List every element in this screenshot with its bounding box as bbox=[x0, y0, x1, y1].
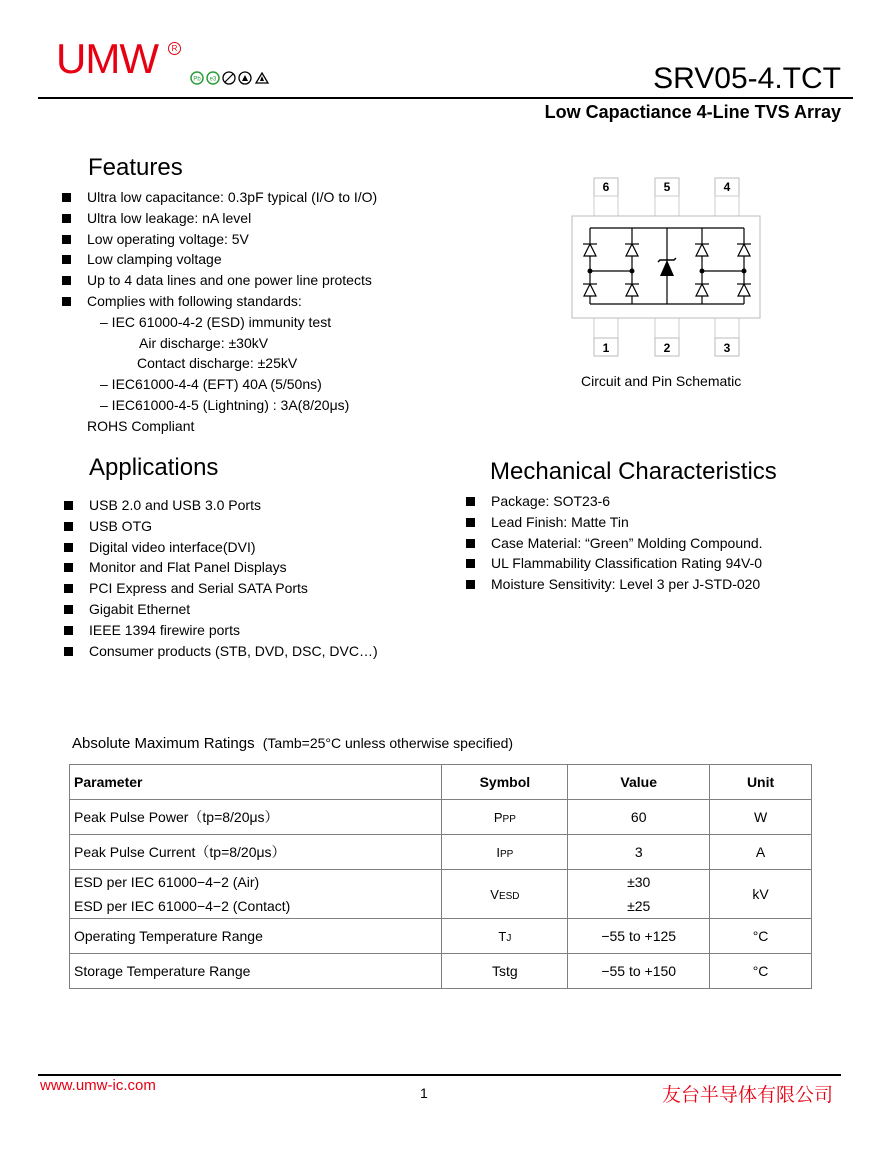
table-row bbox=[70, 835, 812, 870]
mechanical-list bbox=[466, 491, 763, 595]
table-header-row bbox=[70, 765, 812, 800]
brand-logo: UMW bbox=[56, 35, 158, 82]
applications-heading: Applications bbox=[89, 454, 219, 481]
cell-symbol: IPP bbox=[442, 835, 568, 870]
list-item: Package: SOT23-6 bbox=[466, 491, 763, 512]
pin-label-5: 5 bbox=[663, 180, 671, 194]
cell-symbol: Tstg bbox=[442, 954, 568, 989]
cell-unit: kV bbox=[710, 870, 812, 919]
cell-unit: °C bbox=[710, 954, 812, 989]
table-row bbox=[70, 800, 812, 835]
list-item: Complies with following standards: bbox=[62, 291, 377, 312]
esd-icon bbox=[238, 71, 252, 85]
list-item: USB OTG bbox=[64, 516, 378, 537]
halogen-free-icon bbox=[222, 71, 236, 85]
features-list bbox=[62, 187, 377, 437]
ratings-table bbox=[69, 764, 812, 989]
pin-label-1: 1 bbox=[602, 341, 610, 355]
list-item: UL Flammability Classification Rating 94V-0 bbox=[466, 553, 763, 574]
list-item: Monitor and Flat Panel Displays bbox=[64, 557, 378, 578]
list-item: Case Material: “Green” Molding Compound. bbox=[466, 533, 763, 554]
registered-mark: R bbox=[168, 42, 181, 55]
list-item: Ultra low leakage: nA level bbox=[62, 208, 377, 229]
cell-parameter: ESD per IEC 61000−4−2 (Air) ESD per IEC 61000−4−2 (Contact) bbox=[70, 870, 442, 919]
cell-value: 60 bbox=[568, 800, 710, 835]
part-number: SRV05-4.TCT bbox=[653, 62, 841, 95]
list-item: Gigabit Ethernet bbox=[64, 599, 378, 620]
cell-parameter: Storage Temperature Range bbox=[70, 954, 442, 989]
features-heading: Features bbox=[88, 154, 183, 181]
footer-divider bbox=[38, 1074, 841, 1076]
list-item: USB 2.0 and USB 3.0 Ports bbox=[64, 495, 378, 516]
ratings-heading bbox=[72, 735, 513, 752]
standard-item: – IEC 61000-4-2 (ESD) immunity test bbox=[100, 313, 332, 330]
list-item: Lead Finish: Matte Tin bbox=[466, 512, 763, 533]
rohs-note: ROHS Compliant bbox=[87, 417, 195, 434]
list-item: PCI Express and Serial SATA Ports bbox=[64, 578, 378, 599]
pin-label-4: 4 bbox=[723, 180, 731, 194]
header-divider bbox=[38, 97, 853, 99]
page-number: 1 bbox=[420, 1085, 428, 1101]
svg-text:e3: e3 bbox=[209, 76, 217, 83]
list-item: Up to 4 data lines and one power line protects bbox=[62, 270, 377, 291]
ratings-condition: (Tamb=25°C unless otherwise specified) bbox=[262, 735, 514, 751]
cell-symbol: VESD bbox=[442, 870, 568, 919]
cell-unit: °C bbox=[710, 919, 812, 954]
cell-value: −55 to +125 bbox=[568, 919, 710, 954]
pb-free-icon bbox=[190, 71, 204, 85]
header-parameter: Parameter bbox=[70, 765, 442, 800]
ratings-title: Absolute Maximum Ratings bbox=[72, 735, 255, 752]
company-name: 友台半导体有限公司 bbox=[661, 1084, 833, 1106]
list-item: Digital video interface(DVI) bbox=[64, 537, 378, 558]
cell-value: −55 to +150 bbox=[568, 954, 710, 989]
list-item: Consumer products (STB, DVD, DSC, DVC…) bbox=[64, 641, 378, 662]
mechanical-heading: Mechanical Characteristics bbox=[490, 458, 777, 485]
list-item: Low operating voltage: 5V bbox=[62, 229, 377, 250]
table-row bbox=[70, 870, 812, 919]
cell-symbol: TJ bbox=[442, 919, 568, 954]
header-unit: Unit bbox=[710, 765, 812, 800]
pin-label-2: 2 bbox=[663, 341, 671, 355]
standard-item: – IEC61000-4-4 (EFT) 40A (5/50ns) bbox=[100, 376, 322, 393]
svg-text:Pb: Pb bbox=[193, 76, 201, 83]
standard-item: Contact discharge: ±25kV bbox=[137, 355, 298, 372]
cell-unit: A bbox=[710, 835, 812, 870]
cell-value: 3 bbox=[568, 835, 710, 870]
cell-parameter: Peak Pulse Power（tp=8/20μs） bbox=[70, 800, 442, 835]
list-item: Ultra low capacitance: 0.3pF typical (I/O to I/O) bbox=[62, 187, 377, 208]
list-item: IEEE 1394 firewire ports bbox=[64, 620, 378, 641]
cell-value: ±30 ±25 bbox=[568, 870, 710, 919]
e3-icon bbox=[206, 71, 220, 85]
esd-warning-icon bbox=[255, 71, 269, 85]
schematic-caption: Circuit and Pin Schematic bbox=[581, 373, 742, 389]
pin-label-3: 3 bbox=[723, 341, 731, 355]
table-row bbox=[70, 919, 812, 954]
product-subtitle: Low Capactiance 4-Line TVS Array bbox=[544, 102, 841, 122]
website-link[interactable]: www.umw-ic.com bbox=[40, 1077, 156, 1094]
header-symbol: Symbol bbox=[442, 765, 568, 800]
cell-symbol: PPP bbox=[442, 800, 568, 835]
cell-parameter: Operating Temperature Range bbox=[70, 919, 442, 954]
header-value: Value bbox=[568, 765, 710, 800]
standard-item: – IEC61000-4-5 (Lightning) : 3A(8/20μs) bbox=[100, 396, 350, 413]
table-row bbox=[70, 954, 812, 989]
list-item: Moisture Sensitivity: Level 3 per J-STD-020 bbox=[466, 574, 763, 595]
list-item: Low clamping voltage bbox=[62, 249, 377, 270]
standard-item: Air discharge: ±30kV bbox=[139, 334, 269, 351]
pin-label-6: 6 bbox=[602, 180, 610, 194]
cell-parameter: Peak Pulse Current（tp=8/20μs） bbox=[70, 835, 442, 870]
applications-list bbox=[64, 495, 378, 661]
circuit-schematic bbox=[560, 172, 770, 362]
cell-unit: W bbox=[710, 800, 812, 835]
